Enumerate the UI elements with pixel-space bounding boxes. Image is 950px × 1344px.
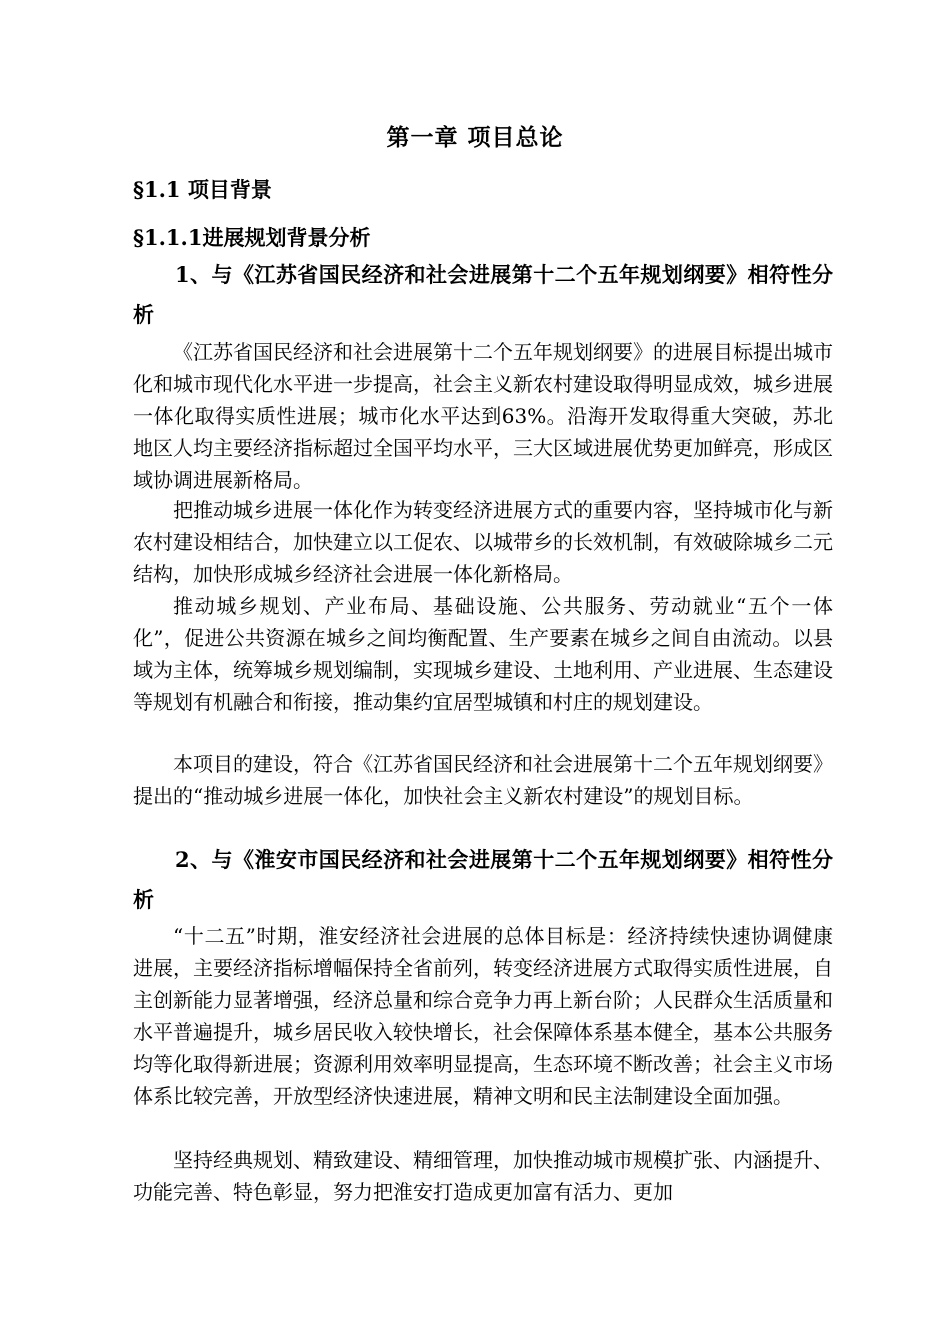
subsection-2-title: 2、与《淮安市国民经济和社会进展第十二个五年规划纲要》相符性分析	[133, 847, 833, 912]
paragraph: “十二五”时期，淮安经济社会进展的总体目标是：经济持续快速协调健康进展，主要经济指标增幅保持全省前列，转变经济进展方式取得实质性进展，自主创新能力显著增强，经济总量和综合竞争力再上新台阶；人民群众生活质量和水平普遍提升，城乡居民收入较快增长，社会保障体系基本健全，基本公共服务均等化取得新进展；资源利用效率明显提高，生态环境不断改善；社会主义市场体系比较完善，开放型经济快速进展，精神文明和民主法制建设全面加强。	[133, 924, 833, 1108]
paragraph: 推动城乡规划、产业布局、基础设施、公共服务、劳动就业“五个一体化”，促进公共资源在城乡之间均衡配置、生产要素在城乡之间自由流动。以县域为主体，统筹城乡规划编制，实现城乡建设、土地利用、产业进展、生态建设等规划有机融合和衔接，推动集约宜居型城镇和村庄的规划建设。	[133, 594, 833, 714]
paragraph: 把推动城乡进展一体化作为转变经济进展方式的重要内容，坚持城市化与新农村建设相结合，加快建立以工促农、以城带乡的长效机制，有效破除城乡二元结构，加快形成城乡经济社会进展一体化新格局。	[133, 498, 833, 586]
paragraph: 本项目的建设，符合《江苏省国民经济和社会进展第十二个五年规划纲要》提出的“推动城乡进展一体化，加快社会主义新农村建设”的规划目标。	[133, 752, 833, 808]
chapter-title: 第一章 项目总论	[386, 124, 564, 151]
subsection-heading: §1.1.1进展规划背景分析	[133, 225, 371, 250]
section-heading: §1.1 项目背景	[133, 177, 272, 202]
subsection-1-title: 1、与《江苏省国民经济和社会进展第十二个五年规划纲要》相符性分析	[133, 262, 833, 327]
paragraph: 坚持经典规划、精致建设、精细管理，加快推动城市规模扩张、内涵提升、功能完善、特色彰显，努力把淮安打造成更加富有活力、更加	[133, 1148, 833, 1204]
paragraph: 《江苏省国民经济和社会进展第十二个五年规划纲要》的进展目标提出城市化和城市现代化水平进一步提高，社会主义新农村建设取得明显成效，城乡进展一体化取得实质性进展；城市化水平达到63%。沿海开发取得重大突破，苏北地区人均主要经济指标超过全国平均水平，三大区域进展优势更加鲜亮，形成区域协调进展新格局。	[133, 340, 833, 492]
